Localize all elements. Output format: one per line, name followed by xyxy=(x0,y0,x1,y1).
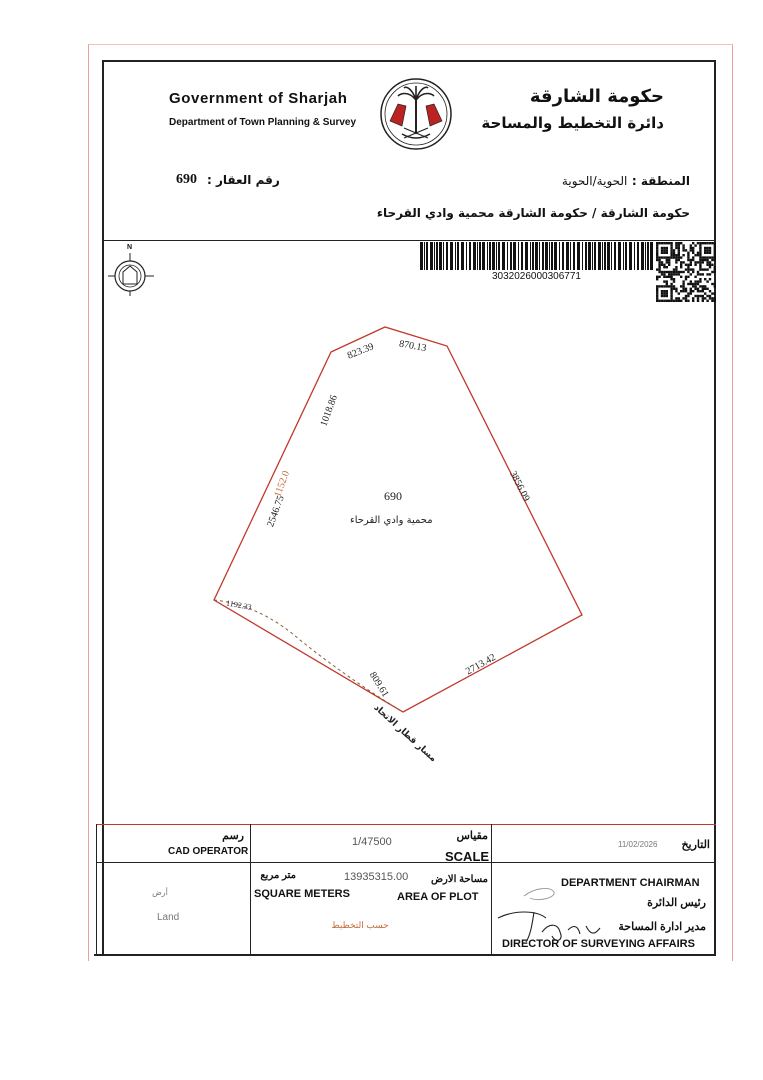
director-signature xyxy=(498,912,600,942)
government-title-ar: حكومة الشارقة xyxy=(529,86,664,107)
chairman-label-ar: رئيس الدائرة xyxy=(647,897,706,909)
land-use-ar: أرض xyxy=(152,888,168,897)
edge-label-9: 1192.33 xyxy=(225,598,253,612)
railway-label: مسار قطار الاتحاد xyxy=(371,702,439,765)
property-number-label: رقم العقار : xyxy=(207,173,280,187)
scale-value: 1/47500 xyxy=(352,836,392,848)
region-label: المنطقة : xyxy=(631,174,690,188)
scale-label-en: SCALE xyxy=(445,849,490,864)
edge-label-1: 823.39 xyxy=(345,341,376,362)
department-title-ar: دائرة التخطيط والمساحة xyxy=(481,114,664,132)
government-title-en: Government of Sharjah xyxy=(169,90,348,107)
edge-label-3: 1018.86 xyxy=(318,393,340,428)
footer-col-2 xyxy=(491,824,492,955)
department-title-en: Department of Town Planning & Survey xyxy=(169,117,357,128)
footer-middle-rule xyxy=(96,862,716,863)
chairman-label-en: DEPARTMENT CHAIRMAN xyxy=(561,877,700,889)
cad-operator-label-ar: رسم xyxy=(222,830,244,842)
edge-label-6: 3856.09 xyxy=(507,469,532,504)
barcode-number: 3032026000306771 xyxy=(492,271,581,282)
north-label: N xyxy=(127,244,133,251)
date-label-ar: التاريخ xyxy=(681,839,710,851)
signatures xyxy=(494,874,714,954)
land-use-en: Land xyxy=(157,912,180,923)
footer-top-rule xyxy=(96,824,716,825)
area-note-ar: حسب التخطيط xyxy=(331,920,389,930)
owner-line: حكومة الشارقة / حكومة الشارقة محمية وادي القرحاء xyxy=(376,206,690,220)
area-unit-en: SQUARE METERS xyxy=(254,888,350,900)
director-label-en: DIRECTOR OF SURVEYING AFFAIRS xyxy=(502,938,695,950)
edge-label-4: 1152.0 xyxy=(272,469,293,499)
footer-left-edge xyxy=(96,824,97,955)
plot-id-label: 690 xyxy=(384,489,402,503)
edge-label-2: 870.13 xyxy=(398,338,428,355)
chairman-signature xyxy=(524,889,554,900)
cad-operator-label-en: CAD OPERATOR xyxy=(168,846,249,857)
edge-label-8: 809.61 xyxy=(366,670,391,700)
edge-label-5: 2546.75 xyxy=(265,494,287,529)
property-number-value: 690 xyxy=(176,172,197,187)
date-value: 11/02/2026 xyxy=(618,840,658,849)
footer-col-1 xyxy=(250,824,251,955)
area-value: 13935315.00 xyxy=(344,871,409,883)
director-label-ar: مدير ادارة المساحة xyxy=(618,921,706,933)
region-value: الحوية/الحوية xyxy=(561,174,628,188)
scale-label-ar: مقياس xyxy=(456,830,488,842)
area-label-ar: مساحة الارض xyxy=(430,874,488,885)
plot-name-label: محمية وادي القرحاء xyxy=(350,515,433,526)
edge-label-7: 2713.42 xyxy=(464,652,498,678)
footer-bottom-rule xyxy=(94,954,716,956)
area-unit-ar: متر مربع xyxy=(260,870,296,881)
area-label-en: AREA OF PLOT xyxy=(397,891,479,903)
